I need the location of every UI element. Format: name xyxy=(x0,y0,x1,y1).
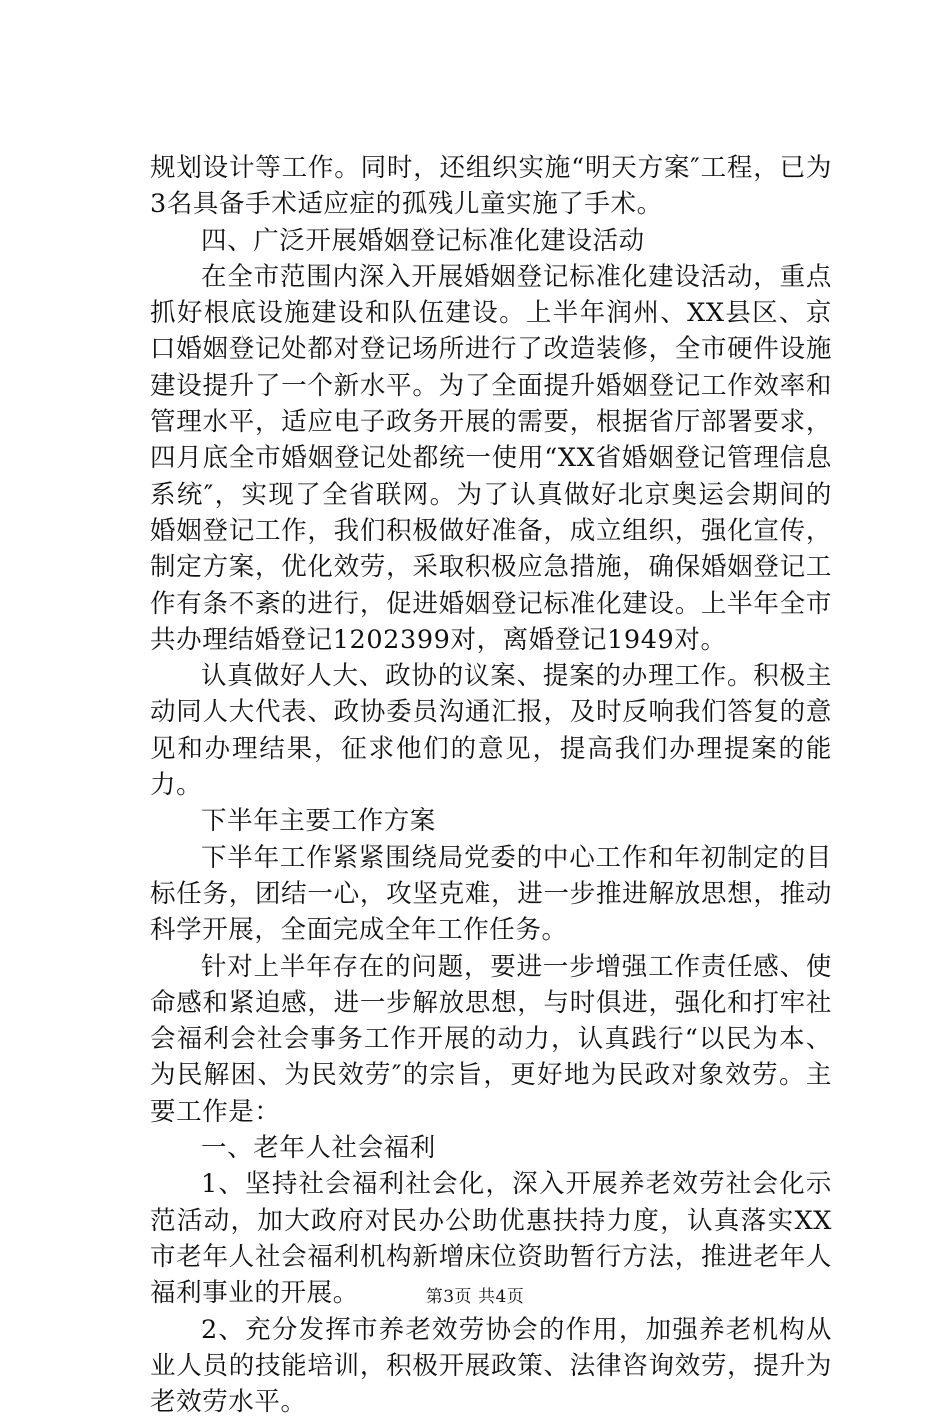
paragraph-continuation: 规划设计等工作。同时，还组织实施“明天方案″工程，已为3名具备手术适应症的孤残儿童实施了手术。 xyxy=(150,150,832,223)
document-body xyxy=(150,150,832,1420)
section-heading-elderly-welfare: 一、老年人社会福利 xyxy=(150,1130,832,1166)
paragraph-elderly-item-2: 2、充分发挥市养老效劳协会的作用，加强养老机构从业人员的技能培训，积极开展政策、法律咨询效劳，提升为老效劳水平。 xyxy=(150,1312,832,1420)
section-heading-marriage-registration: 四、广泛开展婚姻登记标准化建设活动 xyxy=(150,223,832,259)
page-number-footer: 第3页 共4页 xyxy=(0,1286,950,1308)
section-heading-second-half-plan: 下半年主要工作方案 xyxy=(150,803,832,839)
paragraph-proposals: 认真做好人大、政协的议案、提案的办理工作。积极主动同人大代表、政协委员沟通汇报，及时反响我们答复的意见和办理结果，征求他们的意见，提高我们办理提案的能力。 xyxy=(150,658,832,803)
paragraph-marriage-registration: 在全市范围内深入开展婚姻登记标准化建设活动，重点抓好根底设施建设和队伍建设。上半年润州、XX县区、京口婚姻登记处都对登记场所进行了改造装修，全市硬件设施建设提升了一个新水平。为了全面提升婚姻登记工作效率和管理水平，适应电子政务开展的需要，根据省厅部署要求，四月底全市婚姻登记处都统一使用“XX省婚姻登记管理信息系统″，实现了全省联网。为了认真做好北京奥运会期间的婚姻登记工作，我们积极做好准备，成立组织，强化宣传，制定方案，优化效劳，采取积极应急措施，确保婚姻登记工作有条不紊的进行，促进婚姻登记标准化建设。上半年全市共办理结婚登记1202399对，离婚登记1949对。 xyxy=(150,259,832,658)
paragraph-elderly-item-1: 1、坚持社会福利社会化，深入开展养老效劳社会化示范活动，加大政府对民办公助优惠扶持力度，认真落实XX市老年人社会福利机构新增床位资助暂行方法，推进老年人福利事业的开展。 xyxy=(150,1166,832,1311)
paragraph-second-half-goals: 下半年工作紧紧围绕局党委的中心工作和年初制定的目标任务，团结一心，攻坚克难，进一步推进解放思想，推动科学开展，全面完成全年工作任务。 xyxy=(150,840,832,949)
paragraph-problems: 针对上半年存在的问题，要进一步增强工作责任感、使命感和紧迫感，进一步解放思想，与时俱进，强化和打牢社会福利会社会事务工作开展的动力，认真践行“以民为本、为民解困、为民效劳″的宗旨，更好地为民政对象效劳。主要工作是： xyxy=(150,949,832,1130)
